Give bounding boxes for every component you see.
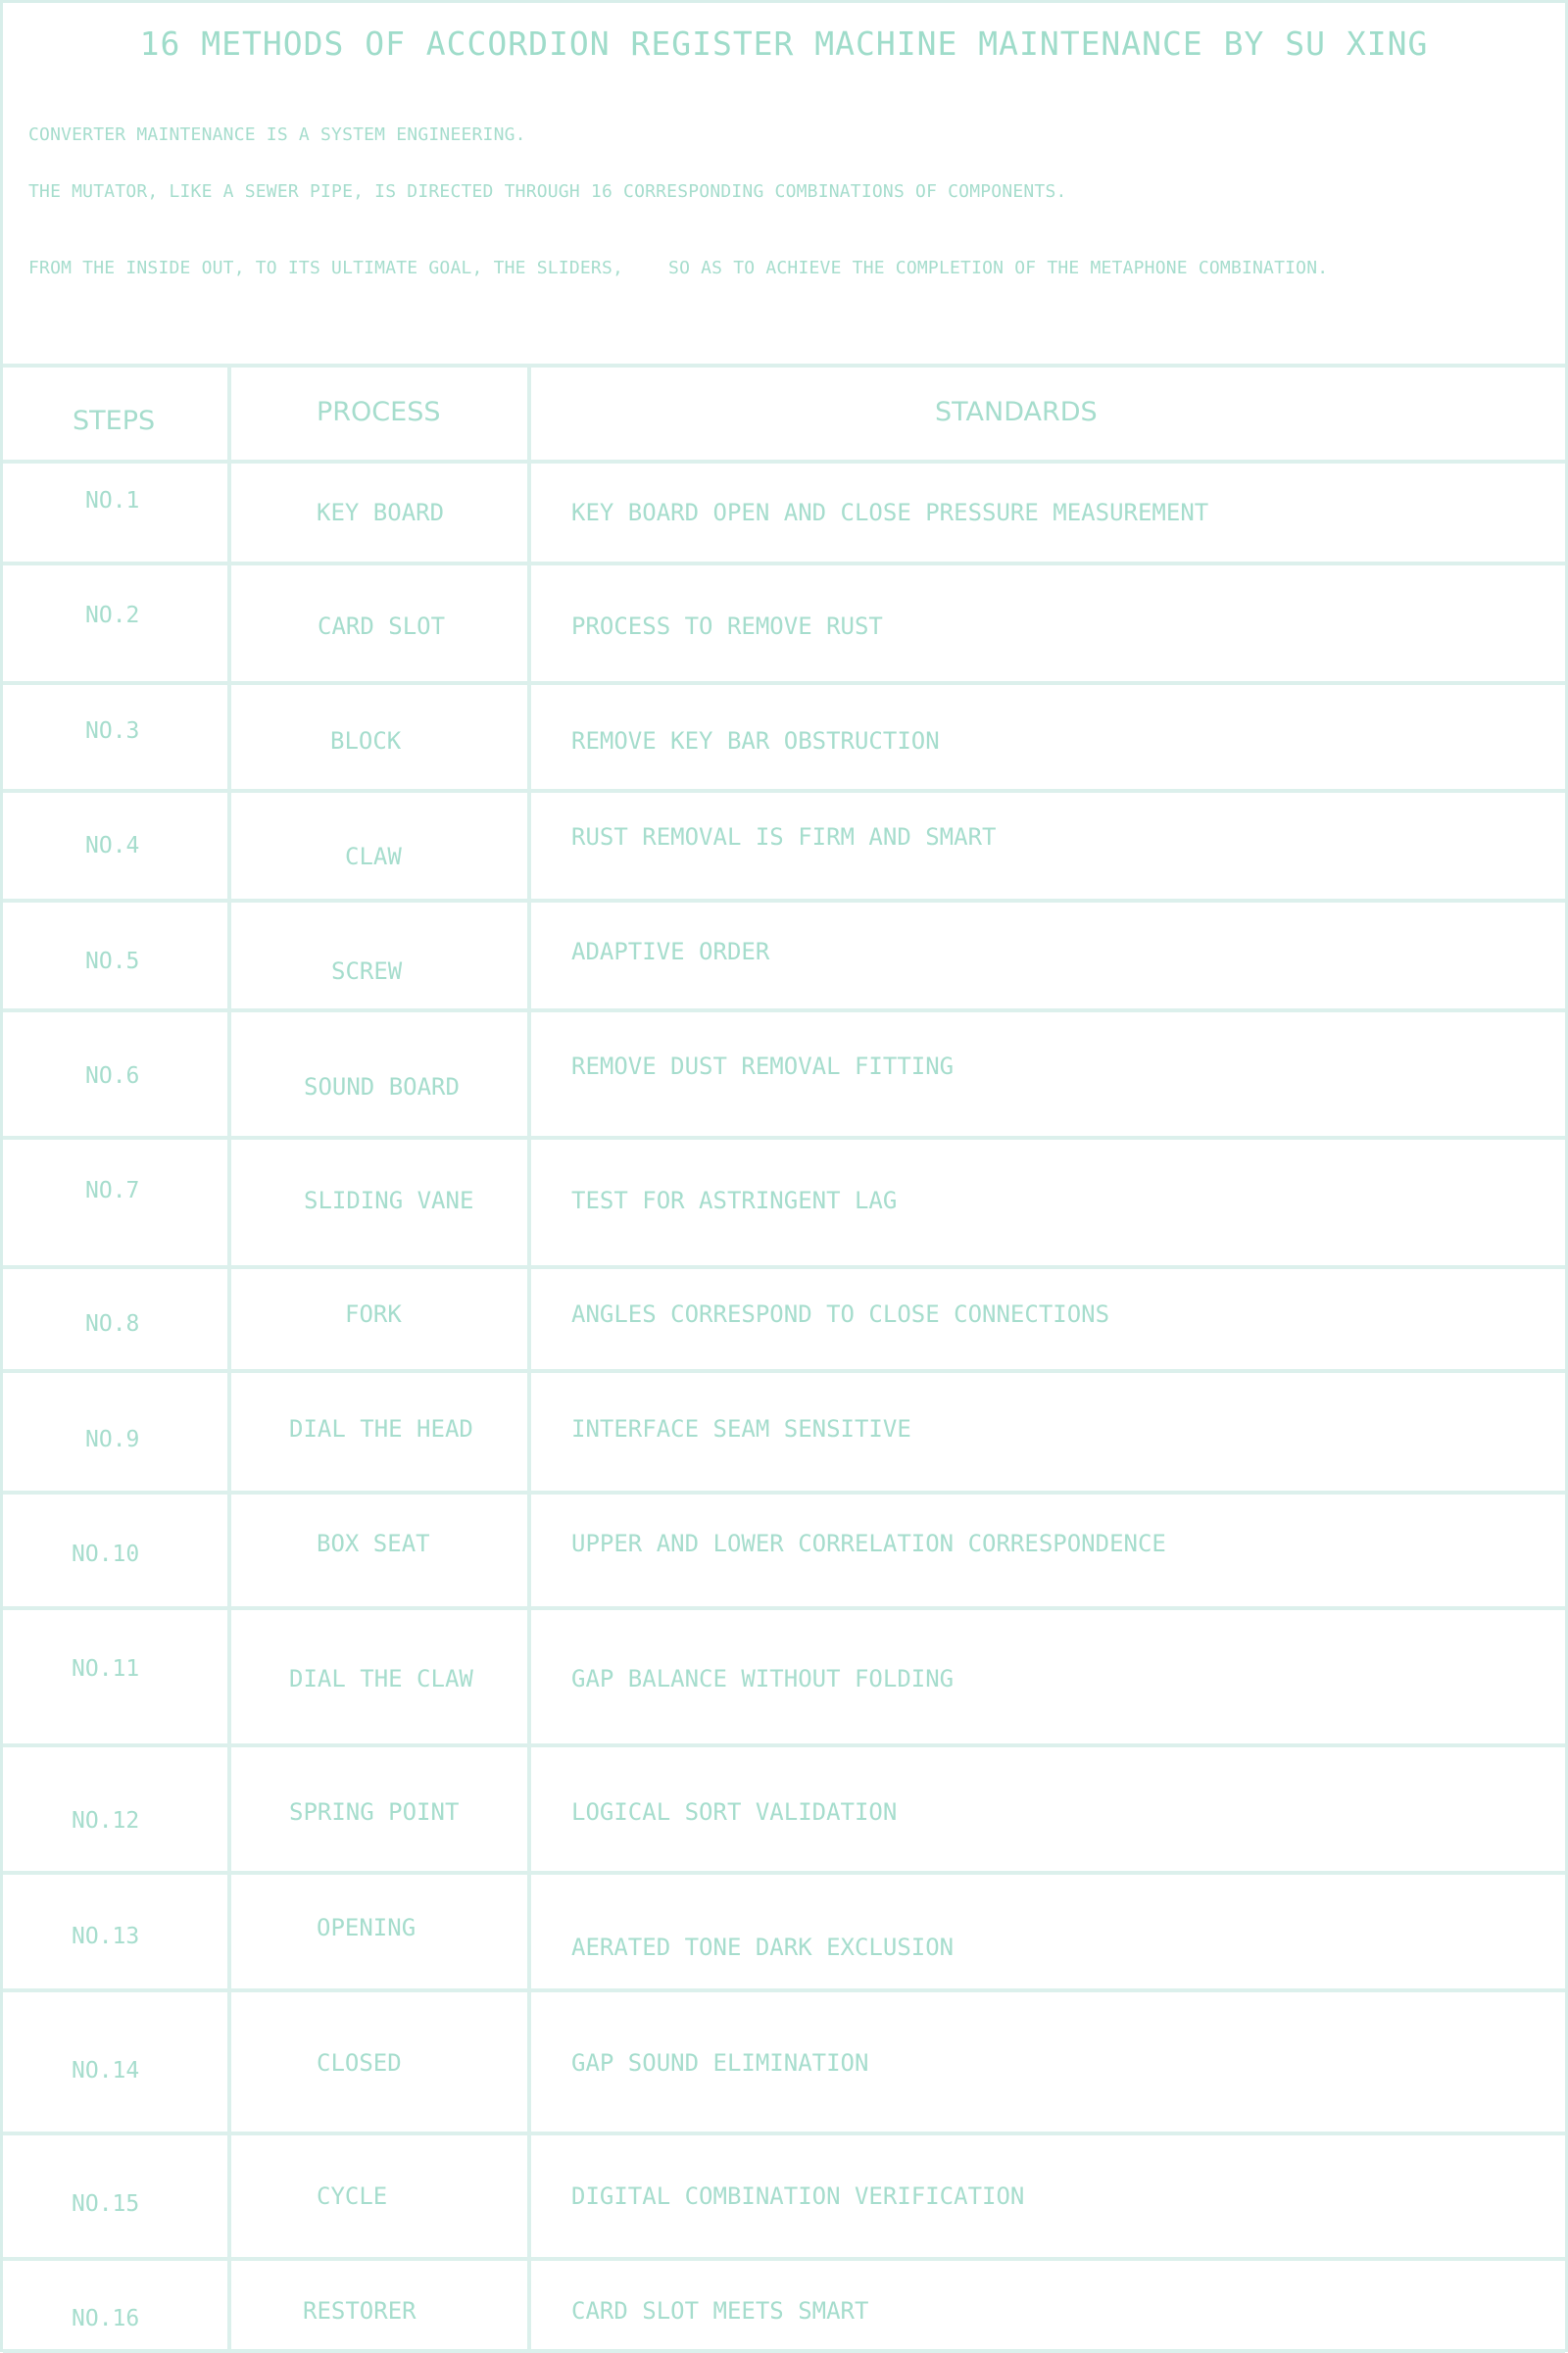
steps-table <box>3 3 1565 2349</box>
row-divider <box>3 460 1565 464</box>
standard-text: INTERFACE SEAM SENSITIVE <box>571 1415 911 1443</box>
step-number: NO.6 <box>85 1063 140 1089</box>
row-divider <box>3 1871 1565 1875</box>
standard-text: DIGITAL COMBINATION VERIFICATION <box>571 2182 1025 2210</box>
process-name: OPENING <box>317 1914 416 1941</box>
step-number: NO.15 <box>72 2191 140 2217</box>
step-number: NO.14 <box>72 2058 140 2083</box>
column-divider-1 <box>227 364 231 2349</box>
process-name: CYCLE <box>317 2182 388 2210</box>
column-divider-2 <box>527 364 531 2349</box>
standard-text: RUST REMOVAL IS FIRM AND SMART <box>571 823 997 851</box>
process-name: SPRING POINT <box>289 1798 460 1826</box>
step-number: NO.5 <box>85 949 140 974</box>
step-number: NO.8 <box>85 1311 140 1337</box>
step-number: NO.7 <box>85 1178 140 1203</box>
row-divider <box>3 562 1565 565</box>
row-divider <box>3 364 1565 368</box>
row-divider <box>3 2349 1565 2353</box>
standard-text: PROCESS TO REMOVE RUST <box>571 613 883 640</box>
standard-text: GAP BALANCE WITHOUT FOLDING <box>571 1665 955 1692</box>
step-number: NO.3 <box>85 718 140 744</box>
header-steps: STEPS <box>73 406 156 436</box>
header-standards: STANDARDS <box>935 397 1098 427</box>
header-process: PROCESS <box>317 397 441 427</box>
step-number: NO.4 <box>85 833 140 858</box>
row-divider <box>3 681 1565 685</box>
standard-text: TEST FOR ASTRINGENT LAG <box>571 1187 898 1214</box>
row-divider <box>3 1136 1565 1140</box>
row-divider <box>3 1265 1565 1269</box>
process-name: BOX SEAT <box>317 1530 430 1557</box>
step-number: NO.13 <box>72 1924 140 1949</box>
row-divider <box>3 899 1565 903</box>
row-divider <box>3 1369 1565 1373</box>
step-number: NO.2 <box>85 603 140 628</box>
standard-text: ADAPTIVE ORDER <box>571 938 770 965</box>
intro-line-1: CONVERTER MAINTENANCE IS A SYSTEM ENGINEERING. <box>28 124 526 145</box>
row-divider <box>3 1491 1565 1495</box>
standard-text: REMOVE KEY BAR OBSTRUCTION <box>571 727 940 755</box>
standard-text: CARD SLOT MEETS SMART <box>571 2297 869 2325</box>
step-number: NO.1 <box>85 488 140 514</box>
row-divider <box>3 789 1565 793</box>
standard-text: UPPER AND LOWER CORRELATION CORRESPONDENCE <box>571 1530 1166 1557</box>
process-name: CLOSED <box>317 2049 402 2077</box>
process-name: KEY BOARD <box>317 499 445 526</box>
process-name: DIAL THE HEAD <box>289 1415 473 1443</box>
row-divider <box>3 1743 1565 1747</box>
step-number: NO.11 <box>72 1656 140 1682</box>
process-name: DIAL THE CLAW <box>289 1665 473 1692</box>
process-name: BLOCK <box>330 727 402 755</box>
process-name: SLIDING VANE <box>304 1187 474 1214</box>
standard-text: KEY BOARD OPEN AND CLOSE PRESSURE MEASUREMENT <box>571 499 1209 526</box>
process-name: CLAW <box>345 843 402 870</box>
process-name: CARD SLOT <box>318 613 446 640</box>
document-title: 16 METHODS OF ACCORDION REGISTER MACHINE MAINTENANCE BY SU XING <box>139 25 1429 63</box>
row-divider <box>3 2132 1565 2135</box>
intro-line-3-part-a: FROM THE INSIDE OUT, TO ITS ULTIMATE GOAL, THE SLIDERS, <box>28 258 624 278</box>
step-number: NO.9 <box>85 1427 140 1452</box>
row-divider <box>3 2257 1565 2261</box>
row-divider <box>3 1008 1565 1012</box>
process-name: SOUND BOARD <box>304 1073 460 1101</box>
step-number: NO.10 <box>72 1542 140 1567</box>
standard-text: LOGICAL SORT VALIDATION <box>571 1798 898 1826</box>
standard-text: AERATED TONE DARK EXCLUSION <box>571 1934 955 1961</box>
step-number: NO.16 <box>72 2306 140 2331</box>
intro-line-3-part-b: SO AS TO ACHIEVE THE COMPLETION OF THE METAPHONE COMBINATION. <box>668 258 1329 278</box>
standard-text: GAP SOUND ELIMINATION <box>571 2049 869 2077</box>
process-name: FORK <box>345 1300 402 1328</box>
intro-line-2: THE MUTATOR, LIKE A SEWER PIPE, IS DIRECTED THROUGH 16 CORRESPONDING COMBINATIONS OF COMPONENTS. <box>28 181 1067 202</box>
step-number: NO.12 <box>72 1808 140 1834</box>
standard-text: ANGLES CORRESPOND TO CLOSE CONNECTIONS <box>571 1300 1110 1328</box>
row-divider <box>3 1606 1565 1610</box>
standard-text: REMOVE DUST REMOVAL FITTING <box>571 1053 955 1080</box>
process-name: RESTORER <box>303 2297 416 2325</box>
row-divider <box>3 1988 1565 1992</box>
process-name: SCREW <box>331 957 403 985</box>
